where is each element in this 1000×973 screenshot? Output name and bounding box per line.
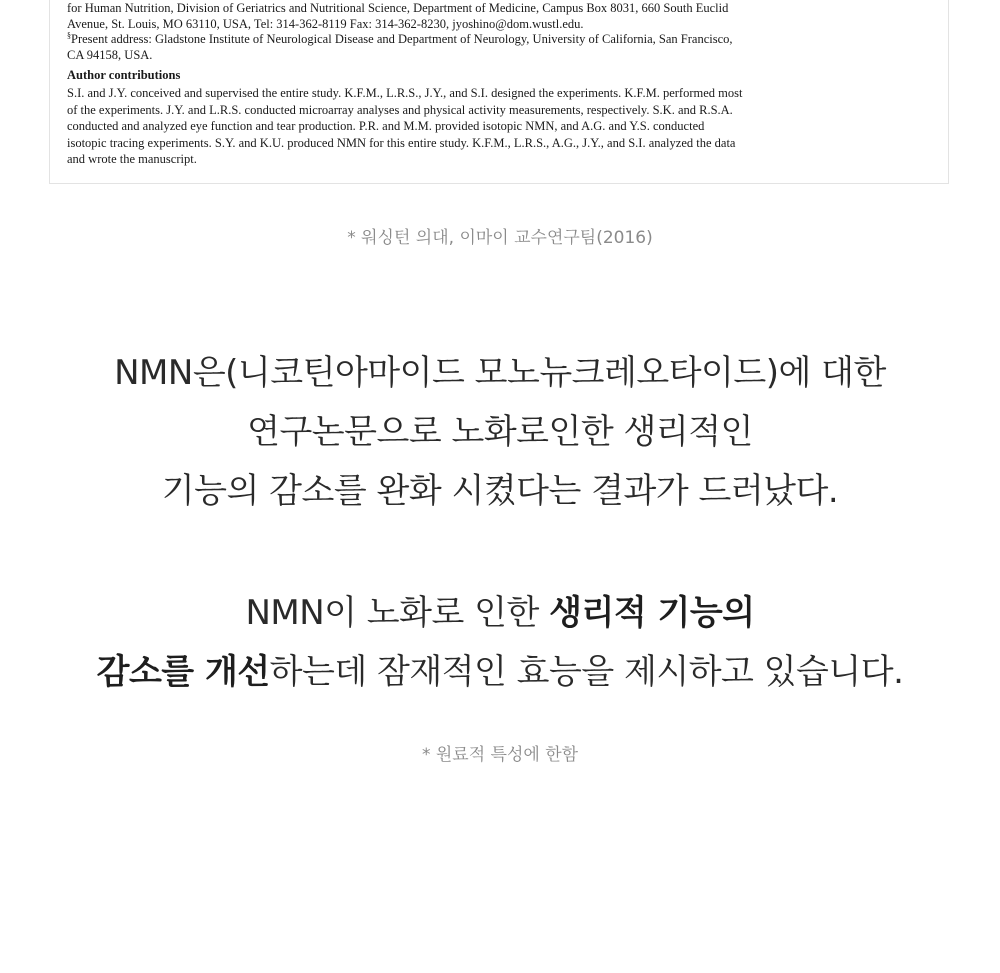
affiliation-present-address: Present address: Gladstone Institute of Neurological Disease and Department of Neurology, University of California, San Francisco, [71,32,733,46]
headline-line [0,584,1000,643]
headline-line: 기능의 감소를 완화 시켰다는 결과가 드러났다. [161,471,839,511]
contributions-line: isotopic tracing experiments. S.Y. and K.U. produced NMN for this entire study. K.F.M., L.R.S., A.G., J.Y., and S.I. analyzed the data [67,135,736,150]
source-caption: * 워싱턴 의대, 이마이 교수연구팀(2016) [347,228,653,248]
headline-regular-text: NMN이 노화로 인한 [245,593,550,633]
headline-line [0,643,1000,702]
headline-regular-text: 하는데 잠재적인 효능을 제시하고 있습니다. [269,652,904,692]
research-summary-headline [0,344,1000,521]
footnote-mark: § [67,31,71,40]
affiliation-line: for Human Nutrition, Division of Geriatrics and Nutritional Science, Department of Medicine, Campus Box 8031, 660 South Euclid [67,1,729,15]
affiliation-line [67,32,827,48]
efficacy-headline [0,584,1000,702]
headline-emphasis: 감소를 개선 [96,652,270,692]
affiliation-line: CA 94158, USA. [67,47,153,62]
contributions-line: of the experiments. J.Y. and L.R.S. conducted microarray analyses and physical activity measurements, respectively. S.K. and R.S.A. [67,102,733,117]
headline-emphasis: 생리적 기능의 [549,593,755,633]
affiliation-line: Avenue, St. Louis, MO 63110, USA, Tel: 314-362-8119 Fax: 314-362-8230, jyoshino@dom.wustl.edu. [67,16,584,31]
contributions-line: conducted and analyzed eye function and tear production. P.R. and M.M. provided isotopic NMN, and A.G. and Y.S. conducted [67,119,705,133]
headline-line: 연구논문으로 노화로인한 생리적인 [247,412,753,452]
disclaimer-caption: * 원료적 특성에 한함 [421,745,579,765]
contributions-heading: Author contributions [67,68,181,82]
contributions-body [67,85,827,168]
paper-affiliation [67,1,827,63]
contributions-line: and wrote the manuscript. [67,152,197,166]
contributions-line: S.I. and J.Y. conceived and supervised the entire study. K.F.M., L.R.S., J.Y., and S.I. designed the experiments. K.F.M. performed most [67,86,743,100]
headline-line: NMN은(니코틴아마이드 모노뉴크레오타이드)에 대한 [114,353,886,393]
